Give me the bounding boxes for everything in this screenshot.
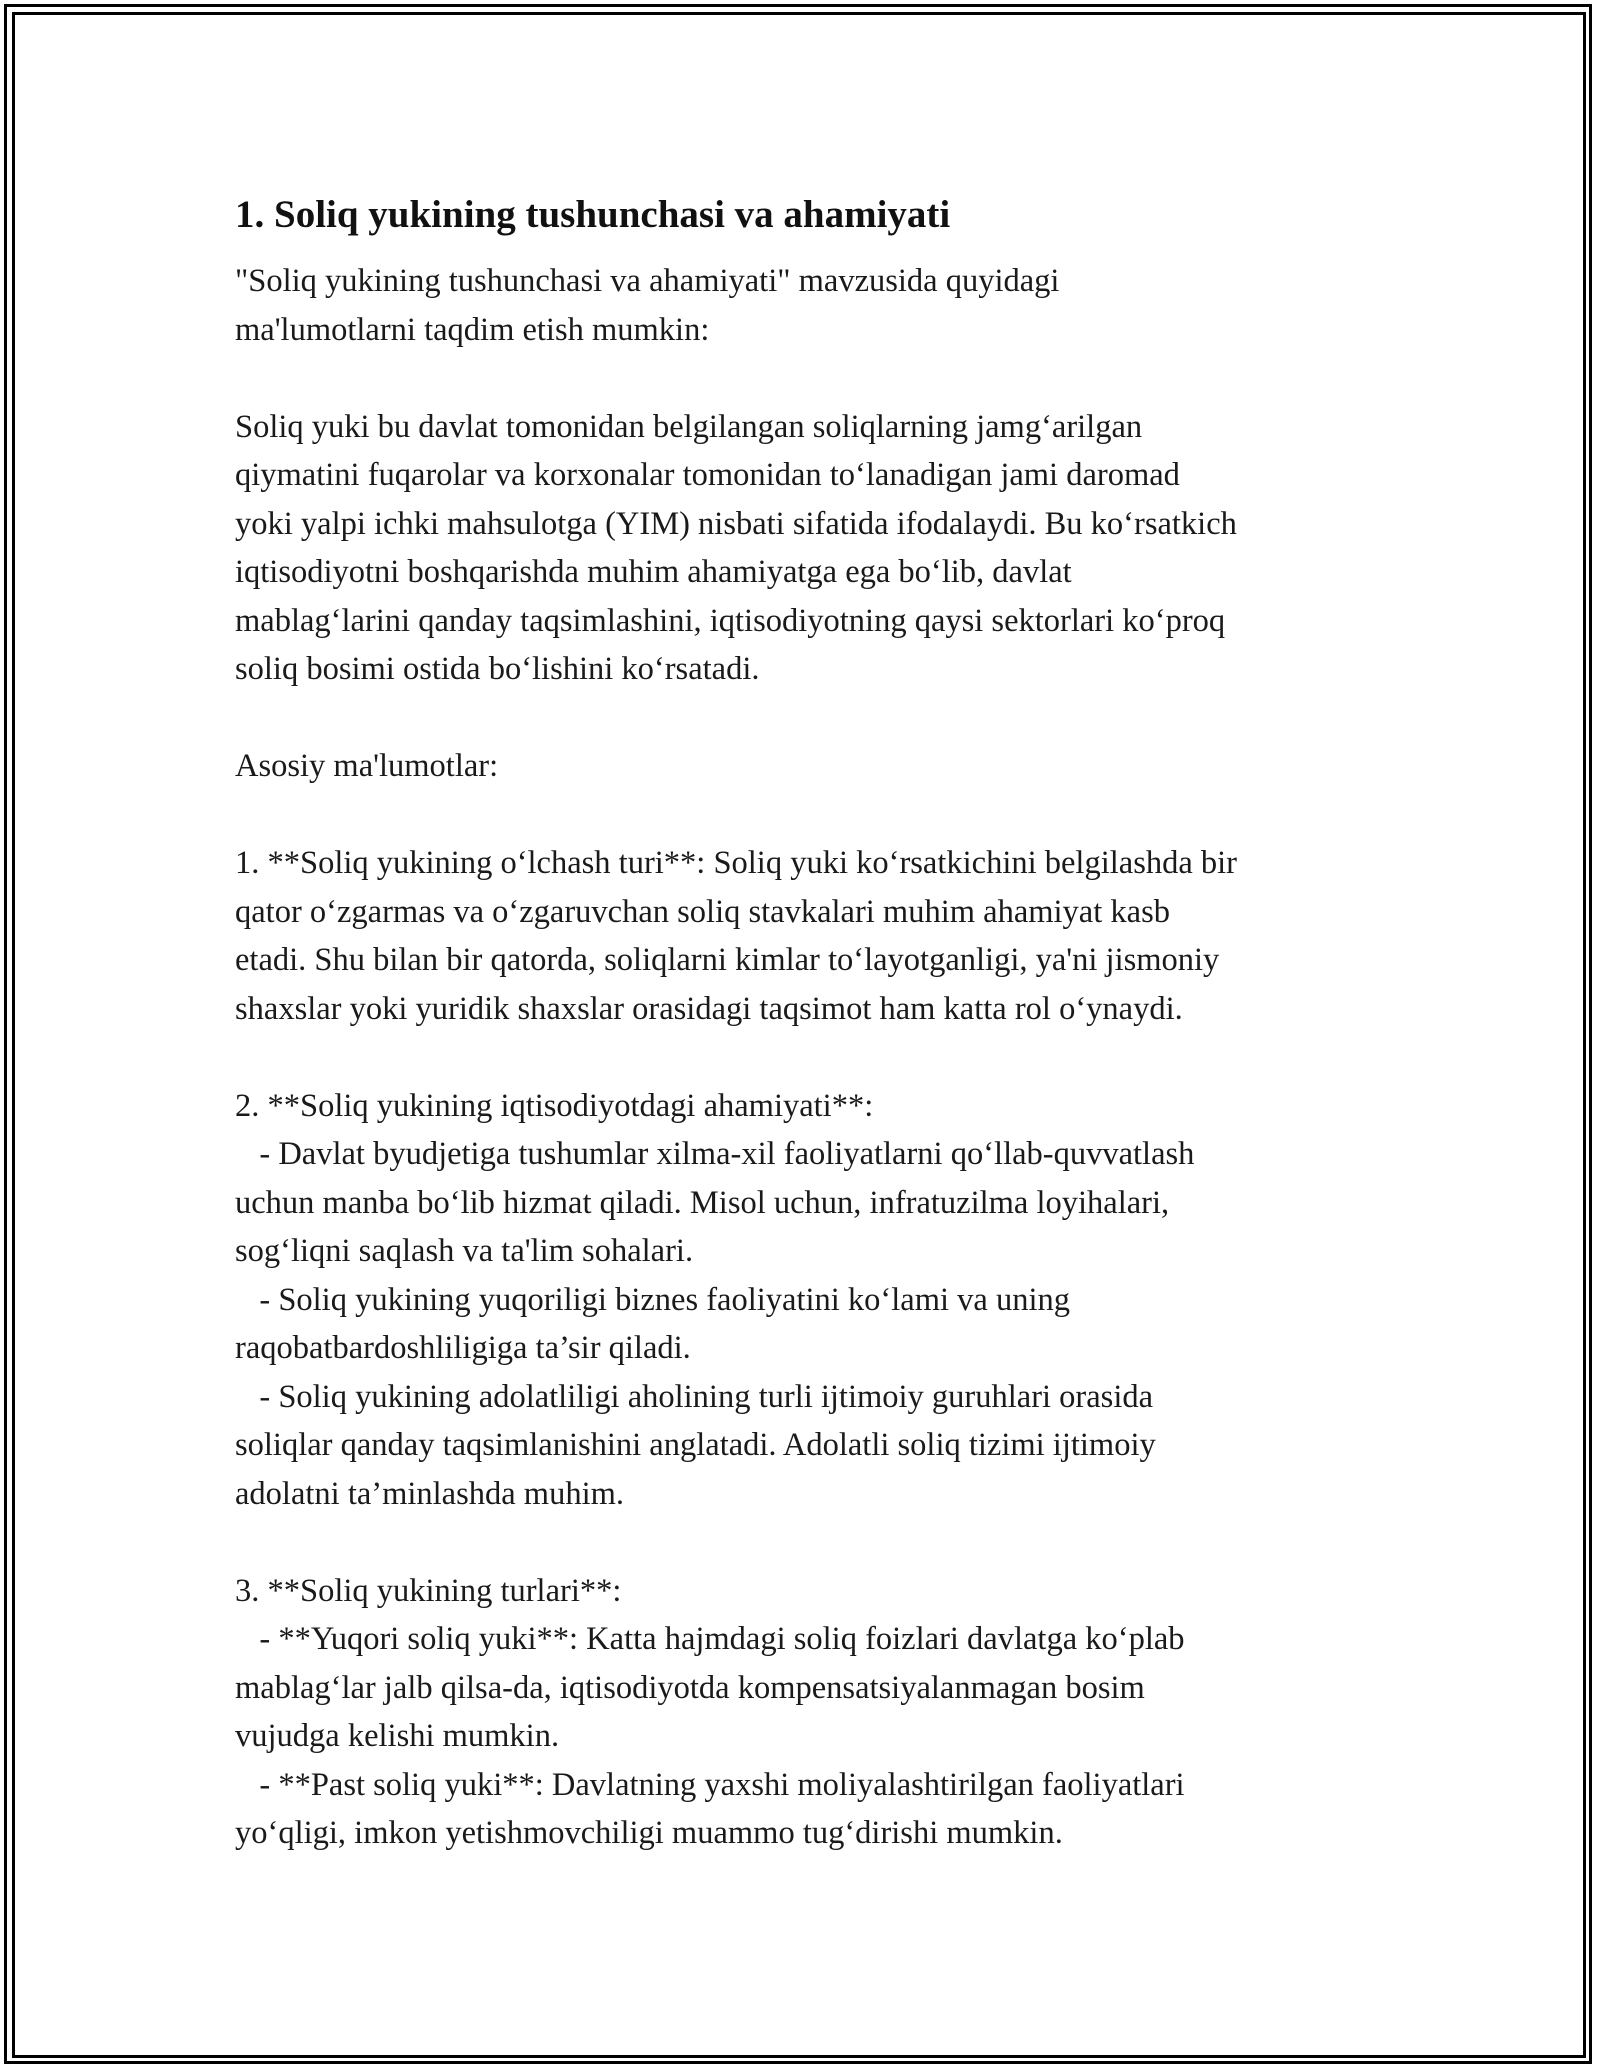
document-title: 1. Soliq yukining tushunchasi va ahamiyati: [235, 193, 951, 236]
paragraph-spacer: [235, 694, 1405, 743]
document-body: [235, 185, 1405, 1858]
section-heading-main-info: Asosiy ma'lumotlar:: [235, 748, 499, 784]
paragraph-spacer: [235, 1518, 1405, 1567]
paragraph-spacer: [235, 354, 1405, 403]
definition-paragraph: Soliq yuki bu davlat tomonidan belgilangan soliqlarning jamg‘arilgan qiymatini fuqarolar va korxonalar tomonidan to‘lanadigan jami daromad yoki yalpi ichki mahsulotga (YIM) nisbati sifatida ifodalaydi. Bu ko‘rsatkich iqtisodiyotni boshqarishda muhim ahamiyatga ega bo‘lib, davlat mablag‘larini qanday taqsimlashini, iqtisodiyotning qaysi sektorlari ko‘proq soliq bosimi ostida bo‘lishini ko‘rsatadi.: [235, 408, 1237, 687]
paragraph-spacer: [235, 791, 1405, 840]
intro-paragraph: "Soliq yukining tushunchasi va ahamiyati" mavzusida quyidagi ma'lumotlarni taqdim etish mumkin:: [235, 263, 1060, 348]
list-item-1: 1. **Soliq yukining o‘lchash turi**: Soliq yuki ko‘rsatkichini belgilashda bir qator o‘zgarmas va o‘zgaruvchan soliq stavkalari muhim ahamiyat kasb etadi. Shu bilan bir qatorda, soliqlarni kimlar to‘layotganligi, ya'ni jismoniy shaxslar yoki yuridik shaxslar orasidagi taqsimot ham katta rol o‘ynaydi.: [235, 845, 1237, 1027]
paragraph-spacer: [235, 1033, 1405, 1082]
list-item-3: 3. **Soliq yukining turlari**: - **Yuqori soliq yuki**: Katta hajmdagi soliq foizlari davlatga ko‘plab mablag‘lar jalb qilsa-da, iqtisodiyotda kompensatsiyalanmagan bosim vujudga kelishi mumkin. - **Past soliq yuki**: Davlatning yaxshi moliyalashtirilgan faoliyatlari yo‘qligi, imkon yetishmovchiligi muammo tug‘dirishi mumkin.: [235, 1572, 1185, 1851]
list-item-2: 2. **Soliq yukining iqtisodiyotdagi ahamiyati**: - Davlat byudjetiga tushumlar xilma-xil faoliyatlarni qo‘llab-quvvatlash uchun manba bo‘lib hizmat qiladi. Misol uchun, infratuzilma loyihalari, sog‘liqni saqlash va ta'lim sohalari. - Soliq yukining yuqoriligi biznes faoliyatini ko‘lami va uning raqobatbardoshliligiga ta’sir qiladi. - Soliq yukining adolatliligi aholining turli ijtimoiy guruhlari orasida soliqlar qanday taqsimlanishini anglatadi. Adolatli soliq tizimi ijtimoiy adolatni ta’minlashda muhim.: [235, 1087, 1195, 1512]
